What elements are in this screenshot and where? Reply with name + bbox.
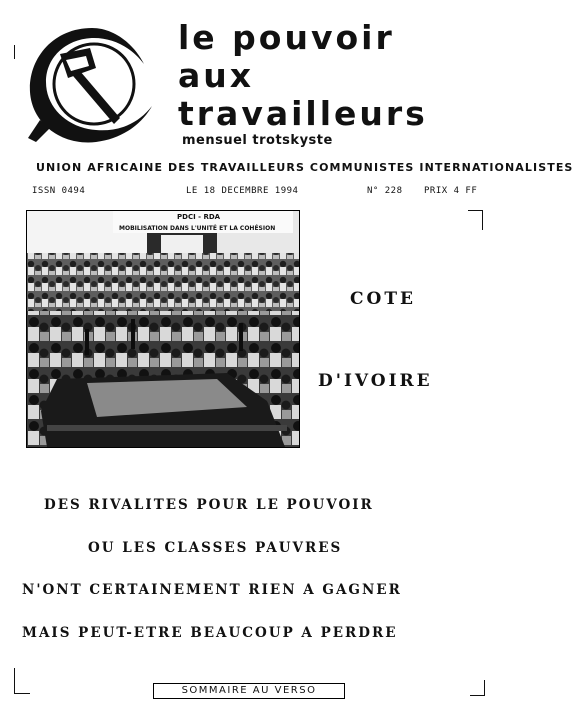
crop-mark-top-right xyxy=(482,210,483,230)
headline-line-4: MAIS PEUT-ETRE BEAUCOUP A PERDRE xyxy=(22,625,398,641)
crop-mark-bottom-left xyxy=(14,668,15,694)
crowd-photograph xyxy=(26,210,300,448)
masthead-title-line-2: aux xyxy=(178,56,255,95)
photo-banner-line-2: MOBILISATION DANS L'UNITÉ ET LA COHÉSION xyxy=(119,225,276,232)
masthead-title-line-1: le pouvoir xyxy=(178,18,395,57)
headline-line-2: OU LES CLASSES PAUVRES xyxy=(88,540,343,556)
organization-name: UNION AFRICAINE DES TRAVAILLEURS COMMUNISTES INTERNATIONALISTES xyxy=(36,161,573,174)
issue-date: LE 18 DECEMBRE 1994 xyxy=(186,186,299,196)
masthead-title-line-3: travailleurs xyxy=(178,94,428,133)
headline-line-1: DES RIVALITES POUR LE POUVOIR xyxy=(44,497,374,513)
crop-mark-bottom-left-h xyxy=(14,693,30,694)
masthead-subtitle: mensuel trotskyste xyxy=(182,133,333,148)
headline-line-3: N'ONT CERTAINEMENT RIEN A GAGNER xyxy=(22,582,402,598)
crop-mark-bottom-right-h xyxy=(470,695,485,696)
headline-country-line-2: D'IVOIRE xyxy=(318,371,433,391)
issue-price: PRIX 4 FF xyxy=(424,186,478,196)
crop-mark-top-right-h xyxy=(468,210,483,211)
hammer-sickle-icon xyxy=(22,20,162,150)
sommaire-box: SOMMAIRE AU VERSO xyxy=(153,683,345,699)
issue-number: N° 228 xyxy=(367,186,403,196)
margin-mark-top-left xyxy=(14,45,15,59)
crop-mark-bottom-right xyxy=(484,680,485,696)
headline-country-line-1: COTE xyxy=(350,289,416,309)
photo-banner-line-1: PDCI - RDA xyxy=(177,213,221,221)
issn-number: ISSN 0494 xyxy=(32,186,86,196)
